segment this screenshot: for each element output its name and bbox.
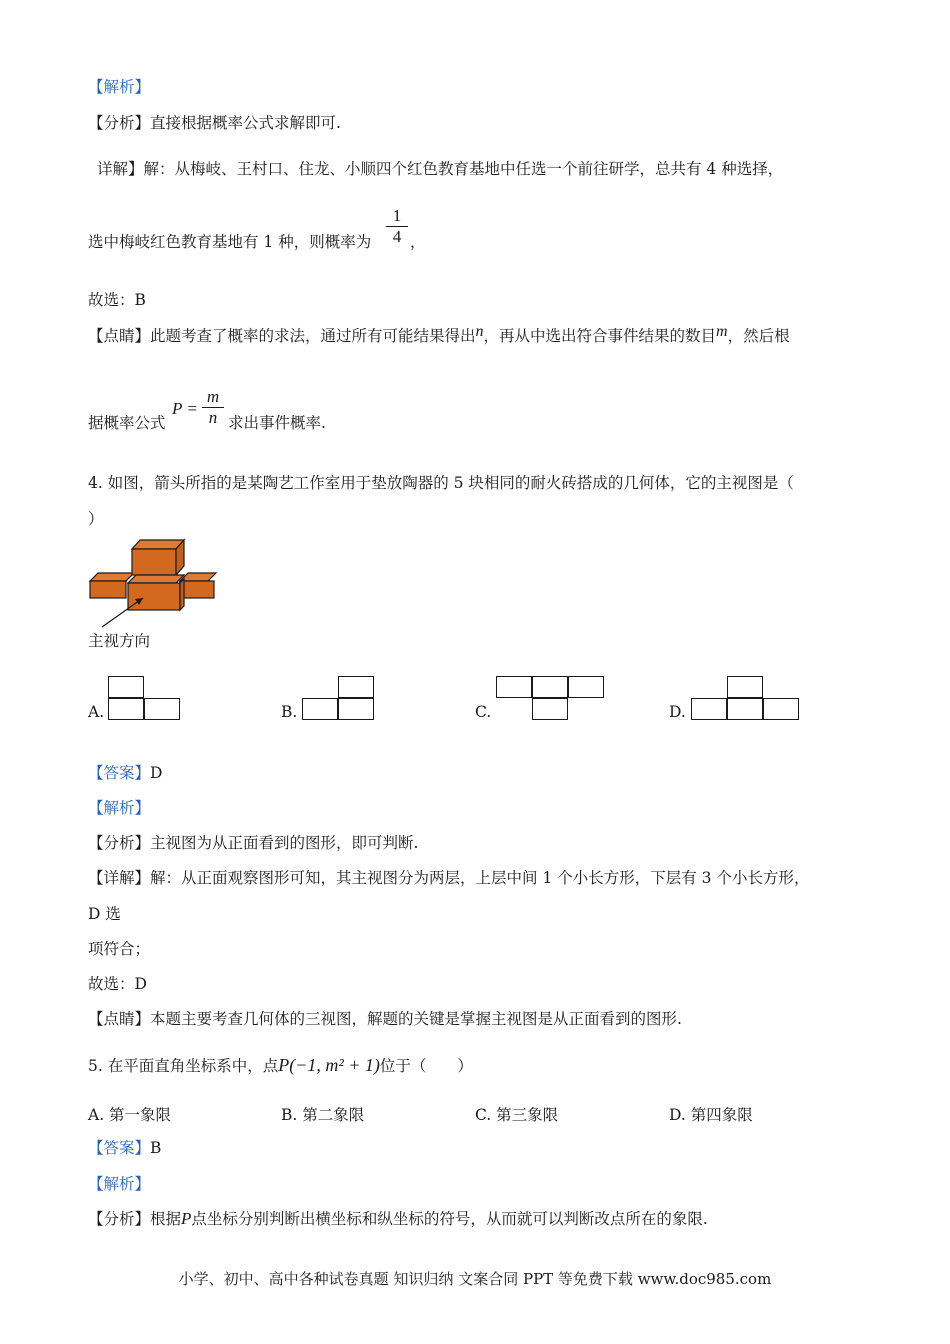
q3-detail-line-1: 详解】解：从梅岐、王村口、住龙、小顺四个红色教育基地中任选一个前往研学，总共有 4 种选择， [97, 160, 784, 178]
q4-fenxi-line: 【分析】主视图为从正面看到的图形，即可判断. [88, 834, 419, 852]
q5-option-c: C. 第三象限 [475, 1106, 559, 1124]
q4-detail-line-1: 【详解】解：从正面观察图形可知，其主视图分为两层，上层中间 1 个小长方形，下层有 3 个小长方形， [88, 869, 810, 887]
fraction-numerator: 1 [392, 206, 402, 225]
brick-front-top [128, 575, 184, 583]
q5-jiexi-tag: 【解析】 [88, 1175, 151, 1193]
q4-jiexi-tag: 【解析】 [88, 799, 151, 817]
brick-top-front [132, 549, 176, 575]
brick-front-front [128, 583, 180, 610]
fraction-denominator: 4 [386, 226, 408, 247]
formula-fraction [202, 387, 224, 428]
brick-right-front [180, 581, 214, 598]
q5-option-d: D. 第四象限 [669, 1106, 753, 1124]
option-c-label: C. [475, 703, 492, 721]
option-b-cell [338, 676, 374, 698]
q4-stem-line-1: 4. 如图，箭头所指的是某陶艺工作室用于垫放陶器的 5 块相同的耐火砖搭成的几何体，它的主视图是（ [88, 474, 794, 492]
q4-choice: 故选：D [88, 975, 147, 993]
bricks [90, 540, 216, 610]
q5-option-b: B. 第二象限 [281, 1106, 365, 1124]
option-d-cell [727, 698, 763, 720]
option-d-cell [727, 676, 763, 698]
option-a-cell [108, 676, 144, 698]
view-direction-label: 主视方向 [88, 632, 151, 650]
brick-right-top [180, 573, 216, 581]
option-c-cell [532, 698, 568, 720]
jiexi-tag: 【解析】 [88, 78, 151, 96]
option-a-cell [144, 698, 180, 720]
option-b-cell [338, 698, 374, 720]
option-c-cell [496, 676, 532, 698]
option-a-label: A. [88, 703, 105, 721]
brick-stack-figure [86, 536, 221, 628]
q3-detail-tail: ， [410, 233, 426, 251]
q4-detail-line-2: D 选 [88, 905, 121, 923]
q5-fenxi-line: 【分析】根据P点坐标分别判断出横坐标和纵坐标的符号，从而就可以判断改点所在的象限. [88, 1209, 708, 1228]
page-footer: 小学、初中、高中各种试卷真题 知识归纳 文案合同 PPT 等免费下载 www.doc985.com [178, 1270, 772, 1288]
option-b-cell [302, 698, 338, 720]
q3-fenxi-line: 【分析】直接根据概率公式求解即可. [88, 114, 341, 132]
brick-front-side [180, 579, 184, 610]
q3-dianjing-line-1: 【点睛】此题考查了概率的求法，通过所有可能结果得出n，再从中选出符合事件结果的数目m，然后根 [88, 323, 790, 345]
q3-probability-fraction [386, 206, 408, 247]
option-b-label: B. [281, 703, 298, 721]
q4-answer-line: 【答案】D [88, 764, 163, 782]
q4-detail-line-3: 项符合； [88, 940, 151, 958]
option-c-cell [532, 676, 568, 698]
formula-denominator: n [202, 407, 224, 428]
q3-detail-line-2: 选中梅岐红色教育基地有 1 种，则概率为 [88, 233, 372, 251]
q4-stem-line-2: ） [88, 510, 104, 528]
brick-left-top [90, 573, 134, 581]
q3-dianjing-line-2: 据概率公式 [88, 414, 166, 432]
q5-answer-line: 【答案】B [88, 1139, 162, 1157]
brick-left-front [90, 581, 126, 598]
q3-dianjing-tail: 求出事件概率. [228, 414, 326, 432]
formula-numerator: m [206, 387, 220, 406]
option-a-cell [108, 698, 144, 720]
option-c-cell [568, 676, 604, 698]
option-d-label: D. [669, 703, 686, 721]
view-arrow-line [102, 598, 143, 627]
brick-top-top [132, 540, 184, 549]
q5-option-a: A. 第一象限 [88, 1106, 172, 1124]
q4-dianjing-line: 【点睛】本题主要考查几何体的三视图，解题的关键是掌握主视图是从正面看到的图形. [88, 1010, 682, 1028]
option-d-cell [691, 698, 727, 720]
option-d-cell [763, 698, 799, 720]
formula-lhs: P = [172, 399, 198, 418]
q5-point: P(−1, m² + 1) [278, 1055, 380, 1075]
q3-choice: 故选：B [88, 291, 146, 309]
q5-stem: 5. 在平面直角坐标系中，点P(−1, m² + 1)位于（ ） [88, 1055, 473, 1075]
